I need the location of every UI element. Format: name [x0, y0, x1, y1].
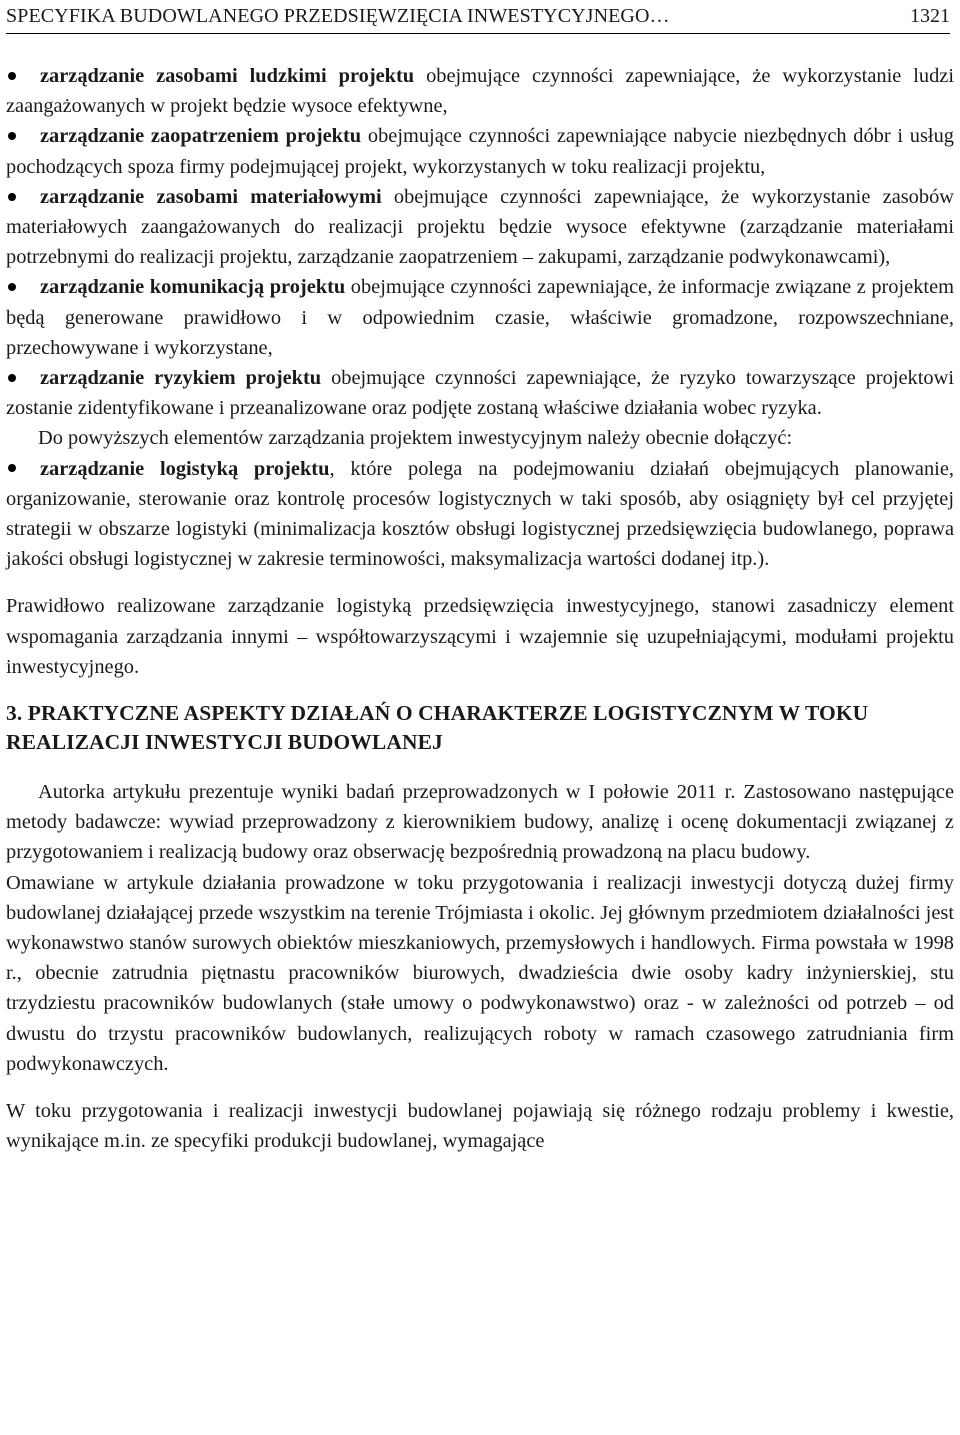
- list-item: [6, 454, 954, 575]
- bullet-icon: [8, 283, 16, 291]
- list-item-term: zarządzanie zasobami materiałowymi: [40, 185, 382, 208]
- list-item-term: zarządzanie komunikacją projektu: [40, 276, 346, 299]
- bullet-icon: [8, 132, 16, 140]
- bullet-icon: [8, 374, 16, 382]
- list-item-term: zarządzanie logistyką projektu: [40, 457, 330, 480]
- intro-paragraph: Do powyższych elementów zarządzania projektem inwestycyjnym należy obecnie dołączyć:: [38, 427, 793, 450]
- list-item-text: , które polega na podejmowaniu działań obejmujących planowanie, organizowanie, sterowanie oraz kontrolę procesów logistycznych w taki sposób, aby osiągnięty był cel przyjętej strategii w obszarze logistyki (minimalizacja kosztów obsługi logistycznej przedsięwzięcia budowlanego, poprawa jakości obsługi logistycznej w zakresie terminowości, maksymalizacja wartości dodanej itp.).: [6, 457, 954, 571]
- list-item-text: obejmujące czynności zapewniające, że informacje związane z projektem będą generowane prawidłowo i w odpowiednim czasie, właściwie gromadzone, rozpowszechniane, przechowywane i wykorzystane,: [6, 276, 954, 359]
- bullet-icon: [8, 464, 16, 472]
- list-item-term: zarządzanie zasobami ludzkimi projektu: [40, 65, 415, 87]
- paragraph-gap: [6, 1079, 954, 1096]
- body-paragraph: Omawiane w artykule działania prowadzone w toku przygotowania i realizacji inwestycji dotyczą dużej firmy budowlanej działającej przede wszystkim na terenie Trójmiasta i okolic. Jej głównym przedmiotem działalności jest wykonawstwo stanów surowych obiektów mieszkaniowych, przemysłowych i handlowych. Firma powstała w 1998 r., obecnie zatrudnia piętnastu pracowników biurowych, dwadzieścia dwie osoby kadry inżynierskiej, stu trzydziestu pracowników budowlanych (stałe umowy o podwykonawstwo) oraz - w zależności od potrzeb – od dwustu do trzystu pracowników budowlanych, realizujących roboty w ramach czasowego zatrudniania firm podwykonawczych.: [6, 871, 954, 1075]
- list-item-term: zarządzanie ryzykiem projektu: [40, 367, 322, 390]
- list-item-text: obejmujące czynności zapewniające, że wykorzystanie zasobów materiałowych zaangażowanych do realizacji projektu będzie wysoce efektywne (zarządzanie materiałami potrzebnymi do realizacji projektu, zarządzanie zaopatrzeniem – zakupami, zarządzanie podwykonawcami),: [6, 185, 954, 269]
- list-item-term: zarządzanie zaopatrzeniem projektu: [40, 125, 362, 148]
- page-body: [6, 61, 954, 1157]
- paragraph-gap: [6, 757, 954, 777]
- body-paragraph: Prawidłowo realizowane zarządzanie logistyką przedsięwzięcia inwestycyjnego, stanowi zasadniczy element wspomagania zarządzania innymi – współtowarzyszącymi i wzajemnie się uzupełniającymi, modułami projektu inwestycyjnego.: [6, 595, 954, 678]
- list-item: [6, 363, 954, 423]
- running-header-title: SPECYFIKA BUDOWLANEGO PRZEDSIĘWZIĘCIA INWESTYCYJNEGO…: [6, 5, 670, 27]
- bullet-icon: [8, 193, 16, 201]
- section-heading: 3. PRAKTYCZNE ASPEKTY DZIAŁAŃ O CHARAKTERZE LOGISTYCZNYM W TOKU REALIZACJI INWESTYCJI BUDOWLANEJ: [6, 701, 869, 755]
- list-item: [6, 182, 954, 273]
- page-number: 1321: [910, 5, 950, 27]
- list-item-text: obejmujące czynności zapewniające, że ryzyko towarzyszące projektowi zostanie zidentyfikowane i przeanalizowane oraz podjęte zostaną właściwe działania wobec ryzyka.: [6, 367, 954, 420]
- body-paragraph: Autorka artykułu prezentuje wyniki badań przeprowadzonych w I połowie 2011 r. Zastosowano następujące metody badawcze: wywiad przeprowadzony z kierownikiem budowy, analizę i ocenę dokumentacji związanej z przygotowaniem i realizacją budowy oraz obserwację bezpośrednią prowadzoną na placu budowy.: [6, 781, 954, 864]
- list-item: [6, 121, 954, 181]
- bullet-icon: [8, 72, 16, 80]
- paragraph-gap: [6, 574, 954, 591]
- body-paragraph: W toku przygotowania i realizacji inwestycji budowlanej pojawiają się różnego rodzaju problemy i kwestie, wynikające m.in. ze specyfiki produkcji budowlanej, wymagające: [6, 1100, 954, 1153]
- list-item-text: obejmujące czynności zapewniające nabycie niezbędnych dóbr i usług pochodzących spoza firmy podejmującej projekt, wykorzystanych w toku realizacji projektu,: [6, 125, 954, 178]
- list-item: [6, 61, 954, 121]
- list-item-text: obejmujące czynności zapewniające, że wykorzystanie ludzi zaangażowanych w projekt będzie wysoce efektywne,: [6, 65, 954, 118]
- running-header: [6, 0, 950, 34]
- paragraph-gap: [6, 682, 954, 699]
- list-item: [6, 272, 954, 363]
